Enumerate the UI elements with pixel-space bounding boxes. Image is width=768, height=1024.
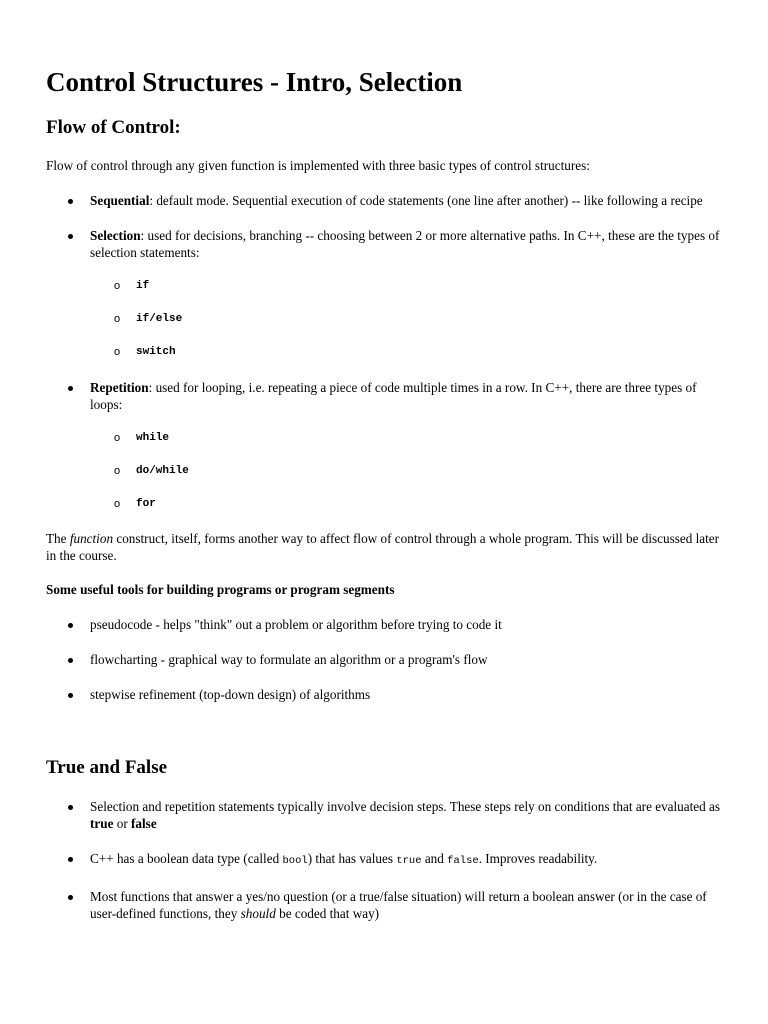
- tf-item-conditions: [90, 798, 724, 832]
- tf-item2-post: . Improves readability.: [478, 851, 598, 866]
- selection-item-if: o if: [136, 278, 724, 295]
- tools-item-flowcharting: flowcharting - graphical way to formulate an algorithm or a program's flow: [90, 651, 724, 668]
- selection-statements-list: [90, 278, 724, 361]
- sequential-text: : default mode. Sequential execution of code statements (one line after another) -- like following a recipe: [149, 193, 703, 208]
- flow-of-control-heading: Flow of Control:: [46, 117, 181, 138]
- and-word: and: [421, 851, 448, 866]
- selection-term: Selection: [90, 228, 141, 243]
- repetition-text: : used for looping, i.e. repeating a piece of code multiple times in a row. In C++, there are three types of loops:: [90, 380, 697, 412]
- sequential-term: Sequential: [90, 193, 150, 208]
- tools-item-stepwise: stepwise refinement (top-down design) of algorithms: [90, 686, 724, 703]
- true-false-heading: True and False: [46, 757, 168, 778]
- loop-item-while: o while: [136, 430, 724, 447]
- function-term: function: [69, 531, 114, 546]
- tf-item2-pre: C++ has a boolean data type (called: [90, 851, 283, 866]
- loop-item-for: o for: [136, 496, 724, 513]
- or-word: or: [113, 816, 132, 831]
- tf-item-bool-type: [90, 850, 724, 870]
- tf-item3-post: be coded that way): [275, 906, 380, 921]
- list-item-sequential: [90, 192, 724, 209]
- function-construct-paragraph: [46, 530, 724, 564]
- should-word: should: [240, 906, 276, 921]
- loop-item-do-while: o do/while: [136, 463, 724, 480]
- list-item-repetition: [90, 379, 724, 513]
- control-structure-types-list: [46, 192, 724, 513]
- tf-item3-pre: Most functions that answer a yes/no question (or a true/false situation) will return a boolean answer (or in the case of user-defined functions, they: [90, 889, 707, 921]
- tools-list: [46, 616, 724, 703]
- repetition-term: Repetition: [90, 380, 149, 395]
- true-false-list: [46, 798, 724, 922]
- code-false: false: [447, 855, 479, 867]
- function-para-post: construct, itself, forms another way to affect flow of control through a whole program. This will be discussed later in the course.: [46, 531, 720, 563]
- tools-item-pseudocode: pseudocode - helps "think" out a problem or algorithm before trying to code it: [90, 616, 724, 633]
- tf-item-boolean-functions: [90, 888, 724, 922]
- false-word: false: [131, 816, 157, 831]
- code-bool: bool: [282, 855, 308, 867]
- code-true: true: [396, 855, 422, 867]
- list-item-selection: [90, 227, 724, 361]
- tf-item2-mid: ) that has values: [307, 851, 397, 866]
- true-word: true: [90, 816, 114, 831]
- selection-item-if-else: o if/else: [136, 311, 724, 328]
- selection-text: : used for decisions, branching -- choosing between 2 or more alternative paths. In C++, these are the types of selection statements:: [90, 228, 720, 260]
- loop-types-list: [90, 430, 724, 513]
- tf-item1-text: Selection and repetition statements typically involve decision steps. These steps rely on conditions that are evaluated as: [90, 799, 721, 814]
- tools-heading: Some useful tools for building programs or program segments: [46, 582, 395, 597]
- page-title: Control Structures - Intro, Selection: [46, 67, 463, 97]
- selection-item-switch: o switch: [136, 344, 724, 361]
- flow-intro-paragraph: Flow of control through any given function is implemented with three basic types of control structures:: [46, 158, 590, 173]
- function-para-pre: The: [46, 531, 70, 546]
